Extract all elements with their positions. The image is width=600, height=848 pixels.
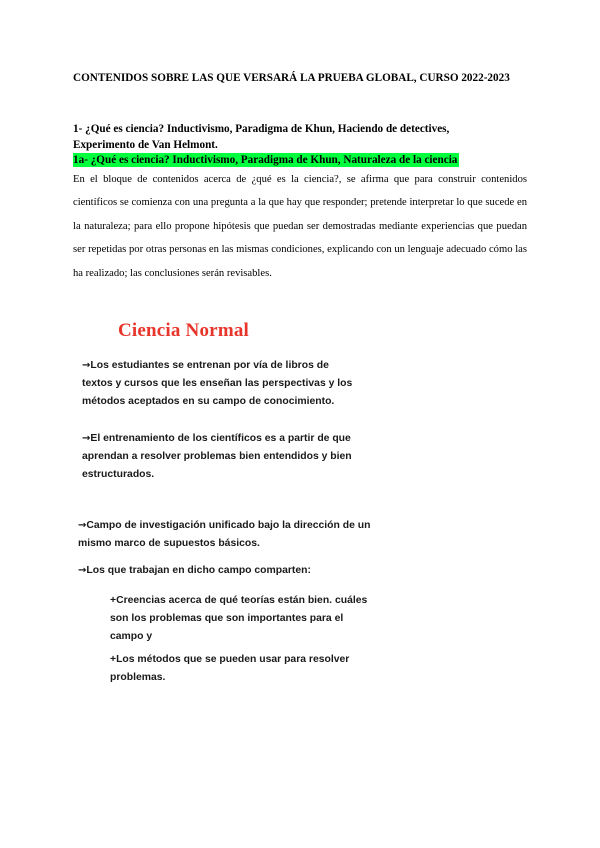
- slide-point-2: [82, 430, 367, 484]
- slide-point-text: Los estudiantes se entrenan por vía de libros de textos y cursos que les enseñan las perspectivas y los métodos aceptados en su campo de conocimiento.: [82, 360, 353, 407]
- slide-subpoint-2: +Los métodos que se pueden usar para resolver problemas.: [110, 654, 350, 683]
- section-heading: 1- ¿Qué es ciencia? Inductivismo, Paradigma de Khun, Haciendo de detectives, Experimento de Van Helmont.: [73, 123, 450, 151]
- slide-subpoint-1: +Creencias acerca de qué teorías están bien. cuáles son los problemas que son importantes para el campo y: [110, 595, 368, 642]
- body-paragraph: En el bloque de contenidos acerca de ¿qué es la ciencia?, se afirma que para construir contenidos científicos se comienza con una pregunta a la que hay que responder; pretende interpretar lo que sucede en la naturaleza; para ello propone hipótesis que puedan ser demostradas mediante experiencias que puedan ser repetidas por otras personas en las mismas condiciones, explicando con un lenguaje adecuado cómo las ha realizado; las conclusiones serán revisables.: [73, 174, 527, 279]
- page-title: CONTENIDOS SOBRE LAS QUE VERSARÁ LA PRUEBA GLOBAL, CURSO 2022-2023: [73, 72, 510, 84]
- slide-point-1: [82, 357, 362, 411]
- slide-point-text: El entrenamiento de los científicos es a partir de que aprendan a resolver problemas bien entendidos y bien estructurados.: [82, 433, 352, 480]
- arrow-icon: →: [82, 360, 91, 371]
- slide-point-4: [78, 562, 368, 580]
- slide-point-3: [78, 517, 378, 553]
- slide-point-text: Los que trabajan en dicho campo comparten:: [86, 565, 311, 576]
- arrow-icon: →: [78, 565, 87, 576]
- arrow-icon: →: [82, 433, 91, 444]
- slide-title: Ciencia Normal: [118, 320, 250, 341]
- subsection-heading-highlighted: 1a- ¿Qué es ciencia? Inductivismo, Paradigma de Khun, Naturaleza de la ciencia: [73, 154, 458, 166]
- arrow-icon: →: [78, 520, 87, 531]
- slide-point-text: Campo de investigación unificado bajo la dirección de un mismo marco de supuestos básicos.: [78, 520, 371, 549]
